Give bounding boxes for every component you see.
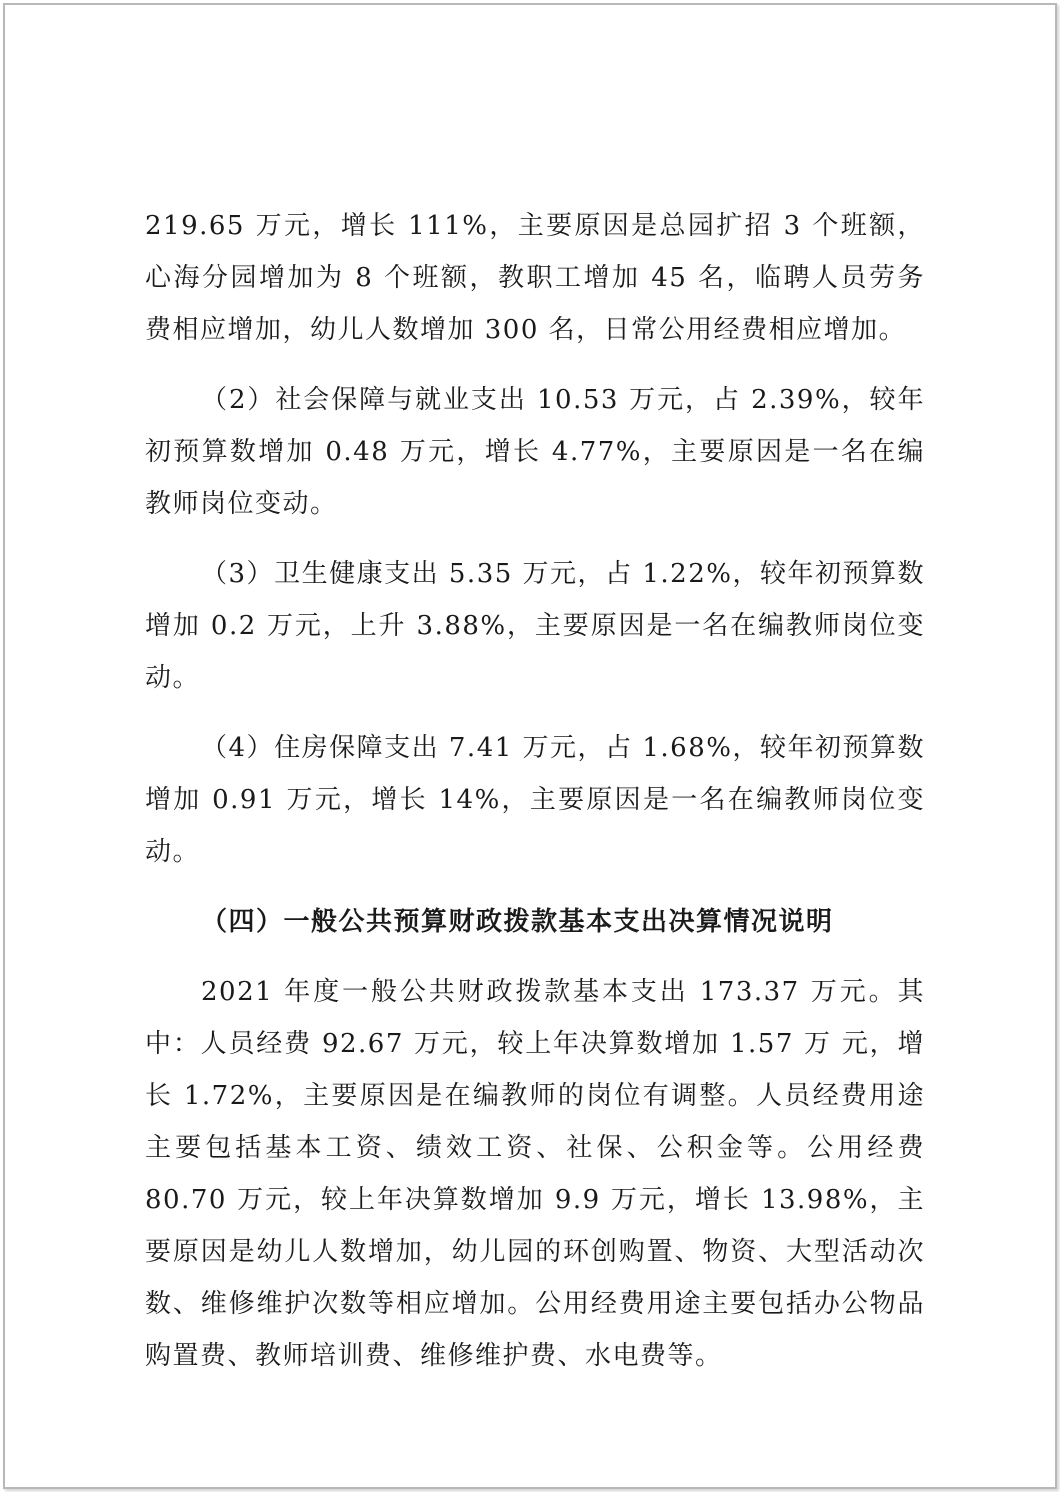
paragraph-basic-expenditure-details: 2021 年度一般公共财政拨款基本支出 173.37 万元。其中：人员经费 92.67 万元，较上年决算数增加 1.57 万 元，增长 1.72%，主要原因是在编教师的岗位有调整。人员经费用途主要包括基本工资、绩效工资、社保、公积金等。公用经费 80.70 万元，较上年决算数增加 9.9 万元，增长 13.98%，主要原因是幼儿人数增加，幼儿园的环创购置、物资、大型活动次数、维修维护次数等相应增加。公用经费用途主要包括办公物品购置费、教师培训费、维修维护费、水电费等。 — [145, 977, 925, 1371]
paragraph-continued-expenditure: 219.65 万元，增长 111%，主要原因是总园扩招 3 个班额，心海分园增加为 8 个班额，教职工增加 45 名，临聘人员劳务费相应增加，幼儿人数增加 300 名，日常公用经费相应增加。 — [145, 211, 925, 345]
paragraph-social-security-expenditure: （2）社会保障与就业支出 10.53 万元，占 2.39%，较年初预算数增加 0.48 万元，增长 4.77%，主要原因是一名在编教师岗位变动。 — [145, 385, 925, 519]
document-body — [145, 200, 925, 1382]
paragraph-health-expenditure: （3）卫生健康支出 5.35 万元，占 1.22%，较年初预算数增加 0.2 万元，上升 3.88%，主要原因是一名在编教师岗位变动。 — [145, 559, 925, 693]
document-page — [3, 3, 1057, 1489]
section-heading-basic-expenditure: （四）一般公共预算财政拨款基本支出决算情况说明 — [201, 907, 834, 937]
paragraph-housing-expenditure: （4）住房保障支出 7.41 万元，占 1.68%，较年初预算数增加 0.91 万元，增长 14%，主要原因是一名在编教师岗位变动。 — [145, 733, 925, 867]
